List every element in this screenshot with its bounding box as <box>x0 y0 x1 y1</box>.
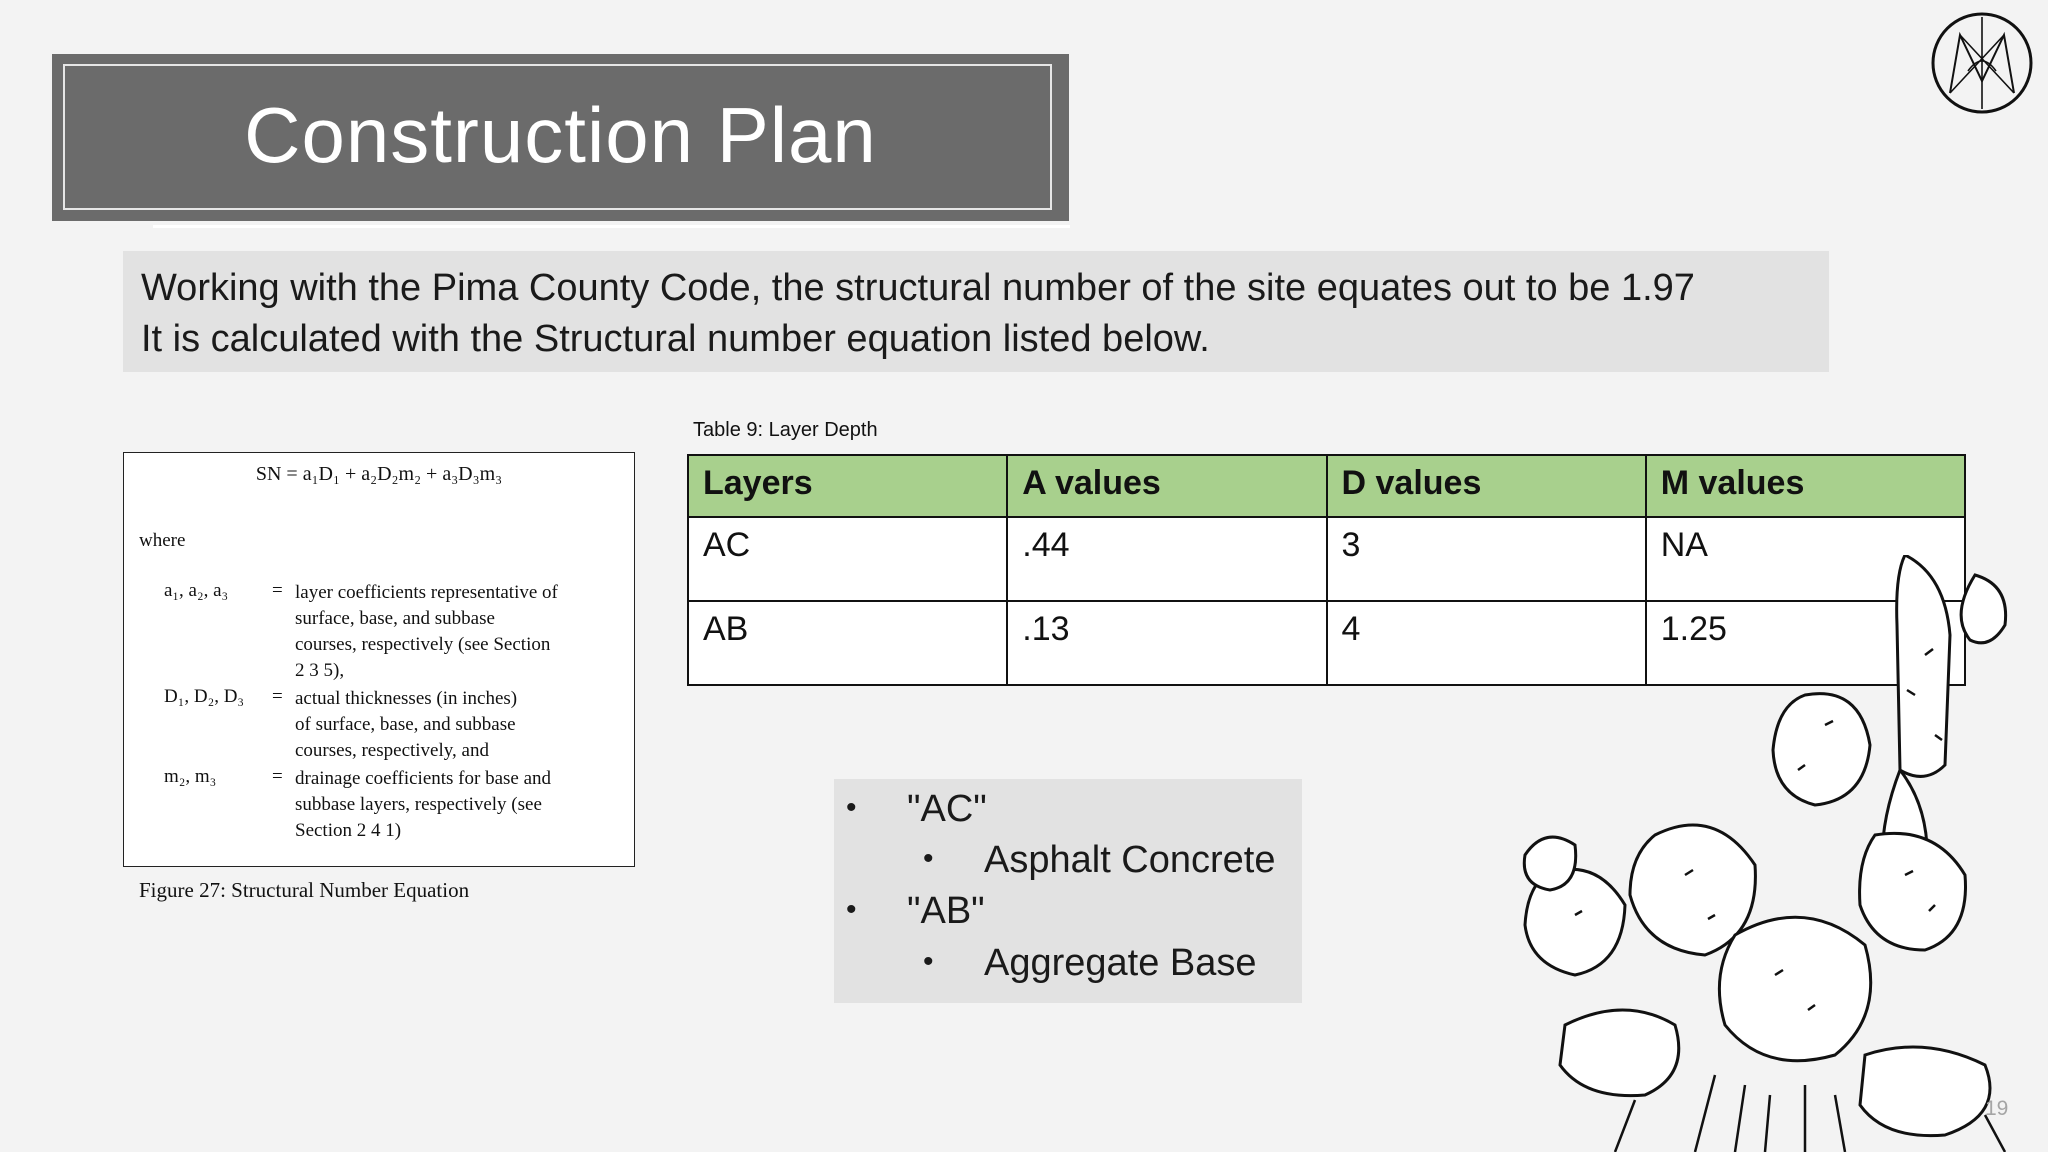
legend-code: "AC" <box>907 788 987 830</box>
definition-symbols: a₁, a₂, a₃ <box>164 580 229 601</box>
table-cell: .44 <box>1007 517 1326 601</box>
definition-text <box>295 686 625 764</box>
legend-code: "AB" <box>907 890 985 932</box>
title-underline <box>153 225 1070 228</box>
bullet-icon: • <box>846 893 857 926</box>
structural-number-equation-figure <box>123 452 635 867</box>
figure-caption: Figure 27: Structural Number Equation <box>139 878 470 902</box>
definition-symbols: m₂, m₃ <box>164 766 217 787</box>
table-cell: AB <box>688 601 1007 685</box>
table-cell: NA <box>1646 517 1965 601</box>
definition-line: Section 2 4 1) <box>295 820 402 841</box>
definition-line: surface, base, and subbase <box>295 608 495 629</box>
definition-text <box>295 766 625 844</box>
definition-line: layer coefficients representative of <box>295 582 558 603</box>
table-cell: AC <box>688 517 1007 601</box>
definition-text <box>295 580 625 684</box>
definition-equals: = <box>272 580 283 601</box>
cactus-illustration-icon <box>1505 555 2048 1152</box>
definition-line: of surface, base, and subbase <box>295 714 516 735</box>
definition-line: actual thicknesses (in inches) <box>295 688 518 709</box>
table-cell: .13 <box>1007 601 1326 685</box>
monogram-logo-icon <box>1930 11 2034 115</box>
definition-line: courses, respectively, and <box>295 740 489 761</box>
header-layers: Layers <box>688 455 1007 517</box>
table-header-row <box>688 455 1965 517</box>
bullet-icon: • <box>846 791 857 824</box>
table-cell: 3 <box>1327 517 1646 601</box>
title-banner <box>52 54 1069 221</box>
intro-line-2: It is calculated with the Structural number equation listed below. <box>141 318 1210 360</box>
table-cell: 1.25 <box>1646 601 1965 685</box>
definition-equals: = <box>272 686 283 707</box>
sn-equation: SN = a₁D₁ + a₂D₂m₂ + a₃D₃m₃ <box>255 463 503 485</box>
definition-equals: = <box>272 766 283 787</box>
slide-title: Construction Plan <box>244 91 877 179</box>
table-caption: Table 9: Layer Depth <box>693 419 878 441</box>
definition-line: courses, respectively (see Section <box>295 634 551 655</box>
table-cell: 4 <box>1327 601 1646 685</box>
legend-meaning: Aggregate Base <box>984 942 1257 984</box>
intro-line-1: Working with the Pima County Code, the structural number of the site equates out to be 1.97 <box>141 267 1695 309</box>
definition-line: subbase layers, respectively (see <box>295 794 542 815</box>
bullet-icon: • <box>923 842 934 875</box>
header-d-values: D values <box>1327 455 1646 517</box>
definition-symbols: D₁, D₂, D₃ <box>164 686 245 707</box>
header-a-values: A values <box>1007 455 1326 517</box>
intro-text-panel <box>123 251 1829 372</box>
where-label: where <box>139 530 186 551</box>
legend-meaning: Asphalt Concrete <box>984 839 1276 881</box>
header-m-values: M values <box>1646 455 1965 517</box>
definition-line: drainage coefficients for base and <box>295 768 552 789</box>
abbreviation-legend <box>834 779 1302 1003</box>
definition-line: 2 3 5), <box>295 660 345 681</box>
bullet-icon: • <box>923 945 934 978</box>
page-number: 19 <box>1985 1097 2009 1120</box>
